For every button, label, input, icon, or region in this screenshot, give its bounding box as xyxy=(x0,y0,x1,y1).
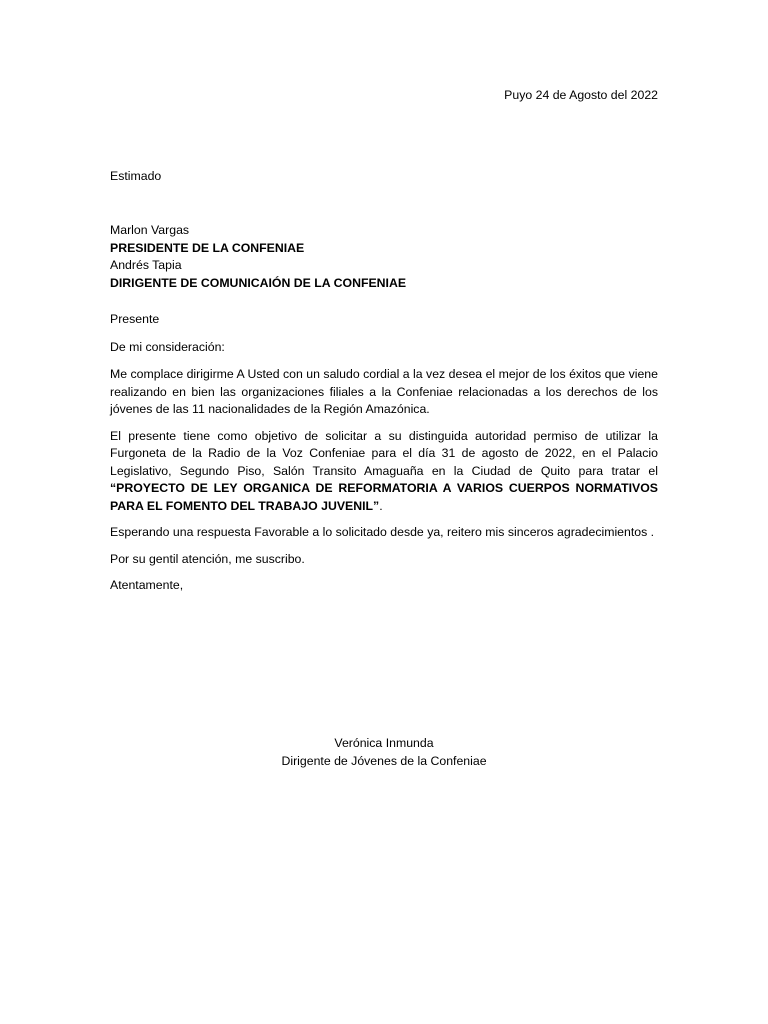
recipient-name: Marlon Vargas xyxy=(110,223,190,237)
signer-title: Dirigente de Jóvenes de la Confeniae xyxy=(281,753,487,768)
recipients-block xyxy=(110,222,406,292)
presente-line: Presente xyxy=(110,312,160,326)
recipient-title: PRESIDENTE DE LA CONFENIAE xyxy=(110,240,305,255)
paragraph-thanks: Esperando una respuesta Favorable a lo solicitado desde ya, reitero mis sinceros agradecimientos . xyxy=(110,525,655,539)
signature-block xyxy=(0,735,768,770)
recipient-title: DIRIGENTE DE COMUNICAIÓN DE LA CONFENIAE xyxy=(110,275,407,290)
closing: Atentamente, xyxy=(110,578,184,592)
letter-body xyxy=(110,311,658,604)
signer-name: Verónica Inmunda xyxy=(334,736,434,750)
request-end: . xyxy=(379,498,383,513)
project-title: “PROYECTO DE LEY ORGANICA DE REFORMATORIA A VARIOS CUERPOS NORMATIVOS PARA EL FOMENTO DEL TRABAJO JUVENIL” xyxy=(110,481,658,513)
consideracion-line: De mi consideración: xyxy=(110,339,225,354)
paragraph-intro: Me complace dirigirme A Usted con un saludo cordial a la vez desea el mejor de los éxitos que viene realizando en bien las organizaciones filiales a la Confeniae relacionadas a los derechos de los jóvenes de las 11 nacionalidades de la Región Amazónica. xyxy=(110,367,658,416)
letter-date: Puyo 24 de Agosto del 2022 xyxy=(504,88,658,102)
greeting: Estimado xyxy=(110,169,162,183)
request-text: El presente tiene como objetivo de solicitar a su distinguida autoridad permiso de utilizar la Furgoneta de la Radio de la Voz Confeniae para el día 31 de agosto de 2022, en el Palacio Legislativo, Segundo Piso, Salón Transito Amaguaña en la Ciudad de Quito para tratar el xyxy=(110,428,658,478)
recipient-name: Andrés Tapia xyxy=(110,258,182,272)
paragraph-request xyxy=(110,428,658,516)
paragraph-closing-remark: Por su gentil atención, me suscribo. xyxy=(110,551,305,566)
